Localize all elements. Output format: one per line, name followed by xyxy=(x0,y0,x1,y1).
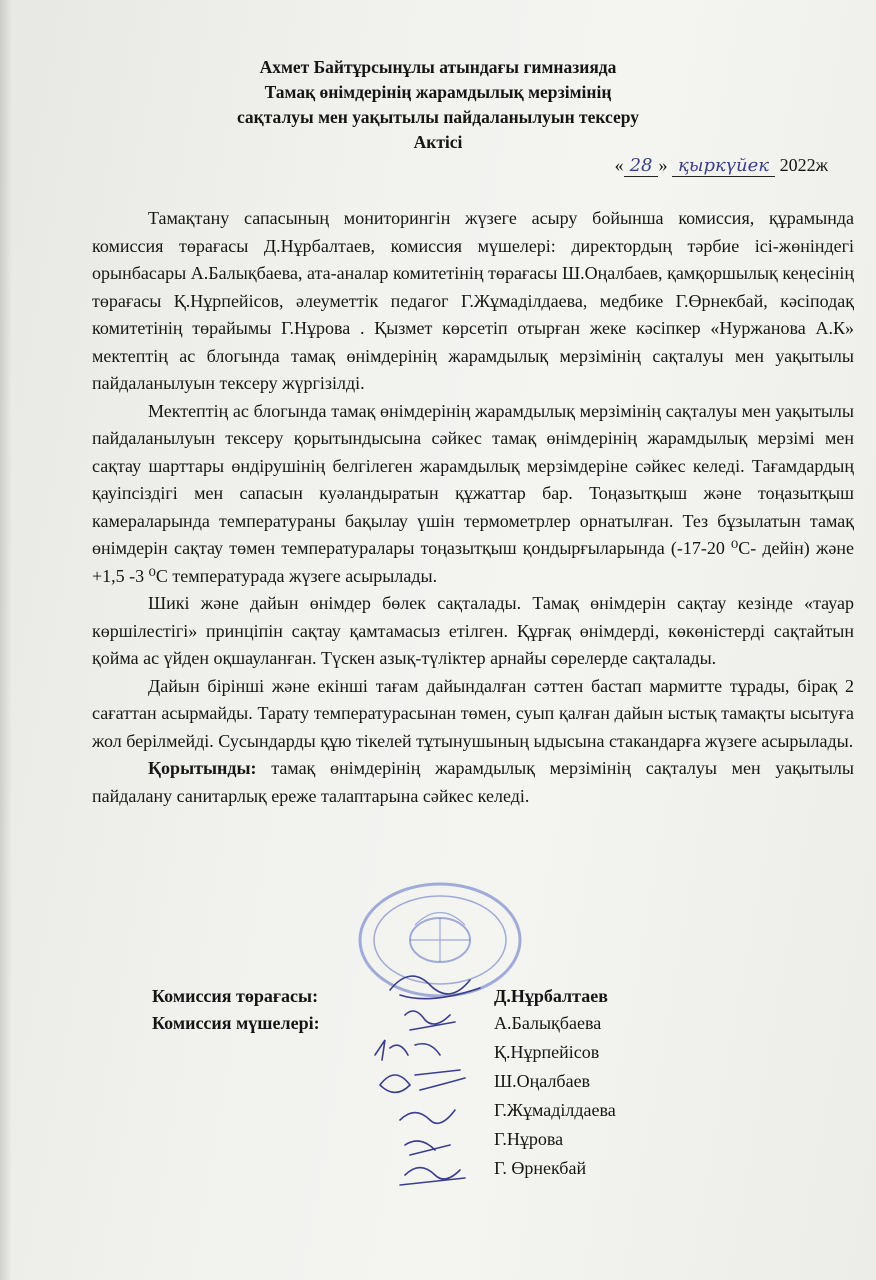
member-name: Г.Нұрова xyxy=(494,1129,564,1149)
header-line-1: Ахмет Байтұрсынұлы атындағы гимназияда xyxy=(259,57,617,77)
paragraph-storage: Шикі және дайын өнімдер бөлек сақталады. Тамақ өнімдерін сақтау кезінде «тауар көршілестігі» принціпін сақтау қамтамасыз етілген. Құрғақ өнімдерді, көкөністерді сақтайтын қойма ас үйден оқшауланған. Түскен азық-түліктер арнайы сөрелерде сақталады. xyxy=(92,593,854,668)
conclusion-label: Қорытынды: xyxy=(148,758,257,778)
chair-name: Д.Нұрбалтаев xyxy=(494,986,608,1006)
date-month: қыркүйек xyxy=(672,155,775,177)
chair-label: Комиссия төрағасы: xyxy=(152,986,319,1006)
paragraph-commission: Тамақтану сапасының мониторингін жүзеге асыру бойынша комиссия, құрамында комиссия төрағасы Д.Нұрбалтаев, комиссия мүшелері: директордың тәрбие ісі-жөніндегі орынбасары А.Балықбаева, ата-аналар комитетінің төрағасы Ш.Оңалбаев, қамқоршылық кеңесінің төрағасы Қ.Нұрпейісов, әлеуметтік педагог Г.Жұмаділдаева, медбике Г.Өрнекбай, кәсіподақ комитетінің төрайымы Г.Нұрова . Қызмет көрсетіп отырған жеке кәсіпкер «Нуржанова А.К» мектептің ас блогында тамақ өнімдерінің жарамдылық мерзімінің сақталуы мен уақытылы пайдаланылуын тексеру жүргізілді. xyxy=(92,208,854,393)
paragraph-serving: Дайын бірінші және екінші тағам дайындалған сәттен бастап мармитте тұрады, бірақ 2 сағаттан асырмайды. Тарату температурасынан төмен, суып қалған дайын ыстық тамақты ысытуға жол берілмейді. Сусындарды құю тікелей тұтынушының ыдысына стакандарға жүзеге асырылады. xyxy=(92,675,854,751)
header-line-3: сақталуы мен уақытылы пайдаланылуын тексеру xyxy=(236,107,640,127)
member-name: Қ.Нұрпейісов xyxy=(494,1042,600,1062)
document-date xyxy=(615,155,828,176)
member-name: Ш.Оңалбаев xyxy=(494,1071,591,1091)
date-day: 28 xyxy=(624,155,659,177)
paragraph-conclusion xyxy=(92,755,854,810)
conclusion-text: тамақ өнімдерінің жарамдылық мерзімінің сақталуы мен уақытылы пайдалану санитарлық ереже талаптарына сәйкес келеді. xyxy=(92,758,854,806)
header-line-2: Тамақ өнімдерінің жарамдылық мерзімінің xyxy=(264,82,612,102)
member-name: Г.Жұмаділдаева xyxy=(494,1100,616,1120)
paragraph-inspection: Мектептің ас блогында тамақ өнімдерінің жарамдылық мерзімінің сақталуы мен уақытылы пайдаланылуын тексеру қорытындысына сәйкес тамақ өнімдерінің жарамдылық мерзімі мен сақтау шарттары өндірушінің белгілеген жарамдылық мерзімдеріне сәйкес келеді. Тағамдардың қауіпсіздігі мен сапасын куәландыратын құжаттар бар. Тоңазытқыш және тоңазытқыш камераларында температураны бақылау үшін термометрлер орнатылған. Тез бұзылатын тамақ өнімдерін сақтау төмен температуралары тоңазытқыш қондырғыларында (-17-20 ⁰С- дейін) және +1,5 -3 ⁰С температурада жүзеге асырылады. xyxy=(92,400,854,586)
member-name: А.Балықбаева xyxy=(494,1013,602,1033)
date-quote-open: « xyxy=(614,155,624,175)
date-year: 2022ж xyxy=(779,155,828,175)
date-quote-close: » xyxy=(658,155,668,175)
member-name: Г. Өрнекбай xyxy=(494,1158,587,1178)
header-line-4: Актісі xyxy=(413,132,463,152)
page-edge-shadow xyxy=(0,0,12,1280)
signatures-icon xyxy=(360,960,490,1190)
members-label: Комиссия мүшелері: xyxy=(152,1013,320,1033)
document-body xyxy=(92,205,854,810)
